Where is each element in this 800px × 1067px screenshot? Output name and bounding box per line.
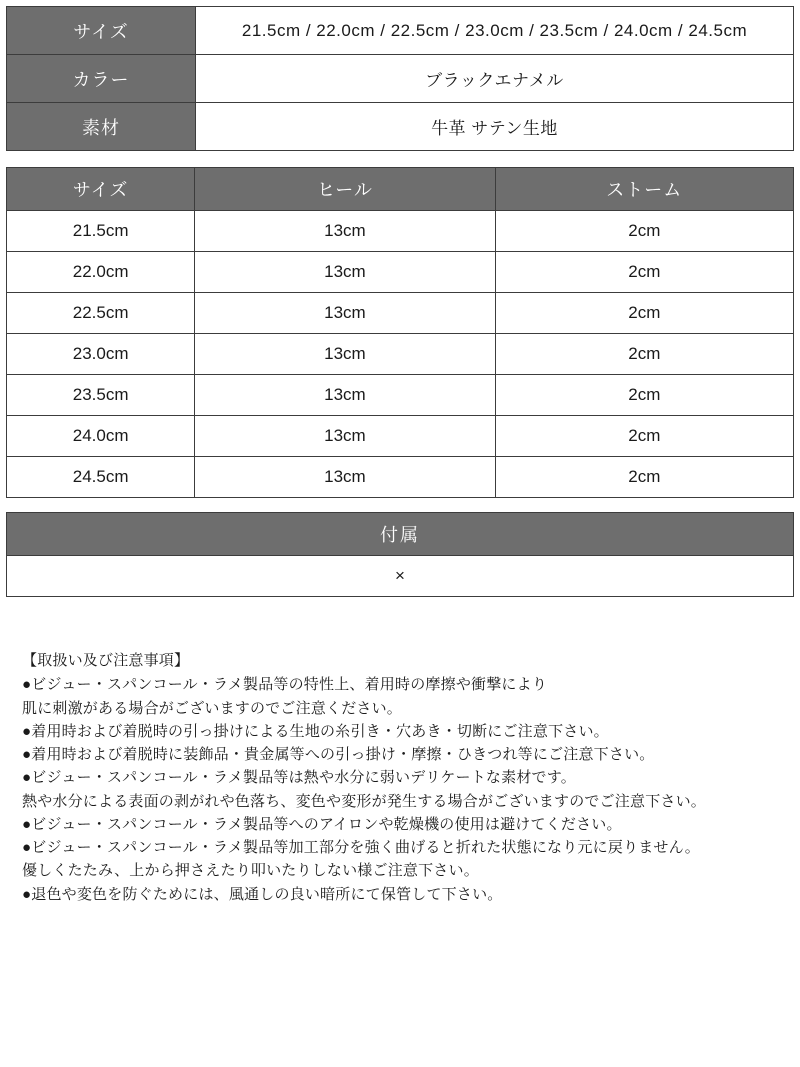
cell-storm: 2cm — [495, 293, 793, 334]
table-header-row — [7, 168, 794, 211]
cell-size: 23.0cm — [7, 334, 195, 375]
cell-heel: 13cm — [195, 375, 495, 416]
spacer — [6, 498, 794, 512]
cell-storm: 2cm — [495, 334, 793, 375]
cell-storm: 2cm — [495, 416, 793, 457]
cell-storm: 2cm — [495, 457, 793, 498]
cell-heel: 13cm — [195, 211, 495, 252]
spec-value-material: 牛革 サテン生地 — [196, 103, 794, 151]
spec-label-material: 素材 — [7, 103, 196, 151]
care-note-line: ●ビジュー・スパンコール・ラメ製品等は熱や水分に弱いデリケートな素材です。 — [22, 769, 576, 787]
spacer — [6, 151, 794, 167]
cell-heel: 13cm — [195, 252, 495, 293]
care-note-line: ●ビジュー・スパンコール・ラメ製品等の特性上、着用時の摩擦や衝撃により — [22, 676, 548, 694]
cell-accessory-value: × — [7, 556, 794, 597]
cell-heel: 13cm — [195, 416, 495, 457]
cell-size: 22.0cm — [7, 252, 195, 293]
care-note-line: ●ビジュー・スパンコール・ラメ製品等へのアイロンや乾燥機の使用は避けてください。 — [22, 815, 622, 833]
care-note-line: ●退色や変色を防ぐためには、風通しの良い暗所にて保管して下さい。 — [22, 885, 503, 903]
table-row — [7, 103, 794, 151]
spec-label-size: サイズ — [7, 7, 196, 55]
accessory-table — [6, 512, 794, 597]
spec-value-size: 21.5cm / 22.0cm / 22.5cm / 23.0cm / 23.5cm / 24.0cm / 24.5cm — [196, 7, 794, 55]
table-row — [7, 7, 794, 55]
care-note-line: ●着用時および着脱時の引っ掛けによる生地の糸引き・穴あき・切断にご注意下さい。 — [22, 722, 609, 740]
column-header-size: サイズ — [7, 168, 195, 211]
table-row — [7, 55, 794, 103]
cell-heel: 13cm — [195, 293, 495, 334]
care-note-line: ●着用時および着脱時に装飾品・貴金属等への引っ掛け・摩擦・ひきつれ等にご注意下さい。 — [22, 746, 655, 763]
care-notes-title: 【取扱い及び注意事項】 — [22, 652, 190, 669]
table-row — [7, 416, 794, 457]
cell-storm: 2cm — [495, 211, 793, 252]
cell-size: 23.5cm — [7, 375, 195, 416]
cell-storm: 2cm — [495, 375, 793, 416]
cell-size: 22.5cm — [7, 293, 195, 334]
cell-size: 24.5cm — [7, 457, 195, 498]
cell-storm: 2cm — [495, 252, 793, 293]
spec-label-color: カラー — [7, 55, 196, 103]
cell-heel: 13cm — [195, 334, 495, 375]
table-row — [7, 375, 794, 416]
table-row — [7, 556, 794, 597]
spec-value-color: ブラックエナメル — [196, 55, 794, 103]
table-row — [7, 334, 794, 375]
basic-spec-table — [6, 6, 794, 151]
cell-size: 21.5cm — [7, 211, 195, 252]
care-note-line: 肌に刺激がある場合がございますのでご注意ください。 — [22, 699, 403, 717]
care-note-line: 優しくたたみ、上から押さえたり叩いたりしない様ご注意下さい。 — [22, 862, 479, 880]
table-row — [7, 457, 794, 498]
care-note-line: 熱や水分による表面の剥がれや色落ち、変色や変形が発生する場合がございますのでご注意下さい。 — [22, 792, 707, 810]
care-note-line: ●ビジュー・スパンコール・ラメ製品等加工部分を強く曲げると折れた状態になり元に戻りません。 — [22, 839, 700, 856]
table-row — [7, 293, 794, 334]
table-header-row — [7, 513, 794, 556]
column-header-storm: ストーム — [495, 168, 793, 211]
size-detail-table — [6, 167, 794, 498]
column-header-heel: ヒール — [195, 168, 495, 211]
column-header-accessory: 付属 — [7, 513, 794, 556]
table-row — [7, 211, 794, 252]
cell-heel: 13cm — [195, 457, 495, 498]
table-row — [7, 252, 794, 293]
cell-size: 24.0cm — [7, 416, 195, 457]
care-notes — [22, 649, 794, 906]
